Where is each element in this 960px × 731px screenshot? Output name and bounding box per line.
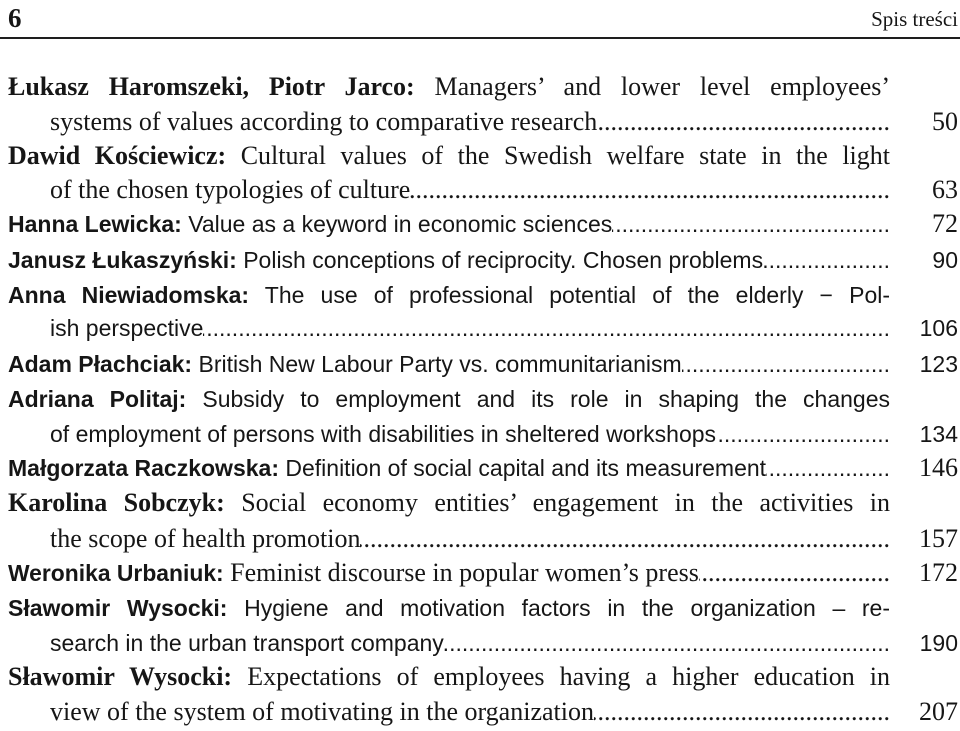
entry-title-line: Subsidy to employment and its role in shaping the changes [202, 386, 890, 412]
dot-leader [410, 173, 890, 207]
entry-title-line: search in the urban transport company [50, 630, 444, 656]
entry-title-line: the scope of health promotion [50, 524, 361, 553]
entry-page-number: 72 [932, 209, 958, 238]
entry-page-number: 63 [932, 175, 958, 204]
dot-leader [766, 451, 890, 485]
entry-last-line [50, 626, 890, 660]
entry-first-line [8, 486, 890, 520]
entry-last-line [50, 695, 890, 729]
dot-leader [597, 105, 890, 139]
entry-page-number: 190 [919, 630, 958, 656]
entry-page-number: 146 [919, 453, 958, 482]
entry-page-number: 50 [932, 107, 958, 136]
entry-first-line [8, 591, 890, 625]
entry-title-line: Hygiene and motivation factors in the organization – re- [244, 595, 890, 621]
entry-first-line [8, 70, 890, 104]
dot-leader [763, 243, 890, 277]
entry-title-line: Polish conceptions of reciprocity. Chosen problems [243, 247, 764, 273]
entry-authors: Łukasz Haromszeki, Piotr Jarco: [8, 72, 415, 101]
dot-leader [699, 556, 890, 590]
entry-authors: Dawid Kościewicz: [8, 141, 227, 170]
entry-authors: Adriana Politaj: [8, 386, 187, 412]
entry-line [8, 207, 890, 241]
entry-authors: Sławomir Wysocki: [8, 662, 233, 691]
entry-title-line: of employment of persons with disabilities in sheltered workshops [50, 421, 717, 447]
dot-leader [444, 626, 890, 660]
entry-first-line [8, 278, 890, 312]
entry-last-line [50, 417, 890, 451]
entry-authors: Anna Niewiadomska: [8, 282, 250, 308]
entry-first-line [8, 660, 890, 694]
entry-last-line [50, 173, 890, 207]
entry-title-line: British New Labour Party vs. communitarianism [198, 351, 682, 377]
entry-title-line: view of the system of motivating in the organization [50, 697, 594, 726]
entry-first-line [8, 382, 890, 416]
entry-title-line: The use of professional potential of the elderly − Pol- [264, 282, 890, 308]
entry-title-line: Definition of social capital and its measurement [285, 455, 767, 481]
dot-leader [682, 347, 890, 381]
entry-authors: Sławomir Wysocki: [8, 595, 228, 621]
entry-title-line: Value as a keyword in economic sciences [188, 211, 613, 237]
entry-authors: Adam Płachciak: [8, 351, 193, 377]
entry-page-number: 123 [919, 351, 958, 377]
entry-page-number: 90 [932, 247, 958, 273]
entry-first-line [8, 139, 890, 173]
entry-title-line: Managers’ and lower level employees’ [434, 72, 890, 101]
entry-title-line: ish perspective [50, 315, 204, 341]
entry-last-line [50, 522, 890, 556]
page-number: 6 [8, 3, 22, 33]
entry-page-number: 207 [919, 697, 958, 726]
header-rule [0, 37, 960, 39]
entry-last-line [50, 311, 890, 345]
entry-page-number: 106 [919, 315, 958, 341]
entry-authors: Hanna Lewicka: [8, 211, 182, 237]
entry-line [8, 451, 890, 485]
entry-title-line: of the chosen typologies of culture [50, 175, 411, 204]
entry-title-line: systems of values according to comparative research [50, 107, 598, 136]
dot-leader [594, 695, 890, 729]
entry-page-number: 134 [919, 421, 958, 447]
entry-title-line: Cultural values of the Swedish welfare state in the light [240, 141, 890, 170]
entry-authors: Małgorzata Raczkowska: [8, 455, 279, 481]
running-header-title: Spis treści [871, 7, 958, 31]
entry-last-line [50, 105, 890, 139]
dot-leader [612, 207, 890, 241]
entry-authors: Karolina Sobczyk: [8, 488, 225, 517]
entry-authors: Janusz Łukaszyński: [8, 247, 237, 273]
dot-leader [716, 417, 890, 451]
entry-title-line: Feminist discourse in popular women’s press [230, 558, 699, 587]
dot-leader [203, 311, 890, 345]
entry-page-number: 172 [919, 558, 958, 587]
entry-title-line: Social economy entities’ engagement in the activities in [241, 488, 890, 517]
entry-line [8, 243, 890, 277]
entry-line [8, 556, 890, 590]
entry-authors: Weronika Urbaniuk: [8, 560, 224, 586]
entry-line [8, 347, 890, 381]
dot-leader [360, 522, 890, 556]
entry-title-line: Expectations of employees having a higher education in [247, 662, 890, 691]
entry-page-number: 157 [919, 524, 958, 553]
